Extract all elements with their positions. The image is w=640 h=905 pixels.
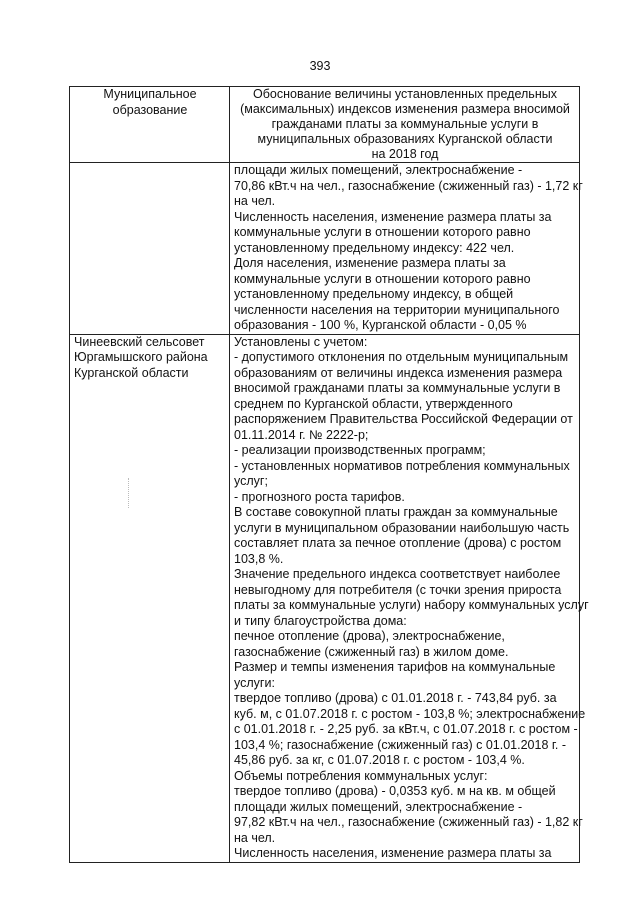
- text-line: Значение предельного индекса соответствует наиболее: [234, 567, 561, 581]
- table-row: [70, 163, 580, 335]
- text-line: среднем по Курганской области, утвержденного: [234, 396, 513, 411]
- text-line: образования - 100 %, Курганской области - 0,05 %: [234, 318, 527, 332]
- text-line: с 01.01.2018 г. - 2,25 руб. за кВт.ч, с 01.07.2018 г. с ростом -: [234, 722, 578, 736]
- text-line: твердое топливо (дрова) - 0,0353 куб. м на кв. м общей: [234, 784, 556, 798]
- text-line: услуг;: [234, 474, 268, 488]
- text-line: В составе совокупной платы граждан за коммунальные: [234, 505, 558, 519]
- scan-artifact-mark: [128, 478, 131, 508]
- text-line: газоснабжение (сжиженный газ) в жилом доме.: [234, 644, 509, 659]
- text-line: 70,86 кВт.ч на чел., газоснабжение (сжиженный газ) - 1,72 кг: [234, 178, 583, 193]
- text-line: составляет плата за печное отопление (дрова) с ростом: [234, 536, 562, 550]
- text-line: платы за коммунальные услуги) набору коммунальных услуг: [234, 598, 589, 612]
- text-line: - допустимого отклонения по отдельным муниципальным: [234, 350, 569, 364]
- header-col1-line: образование: [112, 102, 188, 117]
- text-line: куб. м, с 01.07.2018 г. с ростом - 103,8 %; электроснабжение: [234, 706, 586, 721]
- text-line: численности населения на территории муниципального: [234, 302, 560, 317]
- text-line: 45,86 руб. за кг, с 01.07.2018 г. с ростом - 103,4 %.: [234, 753, 525, 767]
- continuation-name-cell: [70, 163, 230, 335]
- text-line: Численность населения, изменение размера платы за: [234, 209, 552, 224]
- municipality-name-line: Курганской области: [74, 365, 189, 380]
- text-line: Размер и темпы изменения тарифов на коммунальные: [234, 660, 556, 674]
- text-line: услуги:: [234, 675, 275, 690]
- header-col2-line: на 2018 год: [371, 147, 439, 161]
- text-line: - установленных нормативов потребления коммунальных: [234, 458, 570, 473]
- header-col2-line: муниципальных образованиях Курганской области: [257, 132, 553, 146]
- text-line: - реализации производственных программ;: [234, 443, 486, 457]
- tariff-table: [69, 86, 589, 863]
- header-col2-line: Обоснование величины установленных предельных: [253, 87, 557, 101]
- text-line: 103,8 %.: [234, 551, 284, 566]
- text-line: образованиям от величины индекса изменения размера: [234, 365, 563, 380]
- table-header-row: [70, 87, 580, 163]
- text-line: Доля населения, изменение размера платы за: [234, 256, 506, 270]
- table-row: [70, 334, 580, 862]
- municipality-name-cell: [70, 334, 230, 862]
- municipality-name-line: Чинеевский сельсовет: [74, 334, 205, 349]
- header-col2-line: гражданами платы за коммунальные услуги в: [271, 117, 539, 131]
- text-line: - прогнозного роста тарифов.: [234, 489, 405, 504]
- text-line: твердое топливо (дрова) с 01.01.2018 г. - 743,84 руб. за: [234, 691, 557, 705]
- text-line: Установлены с учетом:: [234, 334, 368, 349]
- text-line: установленному предельному индексу, в общей: [234, 287, 514, 301]
- text-line: и типу благоустройства дома:: [234, 613, 407, 628]
- text-line: площади жилых помещений, электроснабжение -: [234, 799, 523, 814]
- text-line: 01.11.2014 г. № 2222-р;: [234, 427, 369, 442]
- text-line: на чел.: [234, 830, 276, 845]
- header-col1-line: Муниципальное: [103, 87, 197, 101]
- header-justification: [230, 87, 580, 163]
- text-line: на чел.: [234, 194, 276, 208]
- text-line: установленному предельному индексу: 422 чел.: [234, 240, 515, 255]
- text-line: вносимой гражданами платы за коммунальные услуги в: [234, 381, 561, 395]
- text-line: Объемы потребления коммунальных услуг:: [234, 768, 488, 783]
- page-number: 393: [309, 59, 331, 73]
- text-line: площади жилых помещений, электроснабжение -: [234, 163, 523, 177]
- text-line: услуги в муниципальном образовании наибольшую часть: [234, 520, 570, 535]
- header-municipality: [70, 87, 230, 163]
- text-line: невыгодному для потребителя (с точки зрения прироста: [234, 582, 562, 597]
- text-line: 97,82 кВт.ч на чел., газоснабжение (сжиженный газ) - 1,82 кг: [234, 815, 583, 829]
- text-line: печное отопление (дрова), электроснабжение,: [234, 629, 505, 643]
- header-col2-line: (максимальных) индексов изменения размера вносимой: [240, 102, 570, 116]
- text-line: распоряжением Правительства Российской Федерации от: [234, 412, 573, 426]
- text-line: 103,4 %; газоснабжение (сжиженный газ) с 01.01.2018 г. -: [234, 737, 567, 752]
- text-line: Численность населения, изменение размера платы за: [234, 846, 552, 860]
- text-line: коммунальные услуги в отношении которого равно: [234, 271, 531, 286]
- municipality-name-line: Юргамышского района: [74, 350, 208, 364]
- continuation-text-cell: [230, 163, 583, 335]
- text-line: коммунальные услуги в отношении которого равно: [234, 225, 531, 239]
- justification-text-cell: [230, 334, 589, 862]
